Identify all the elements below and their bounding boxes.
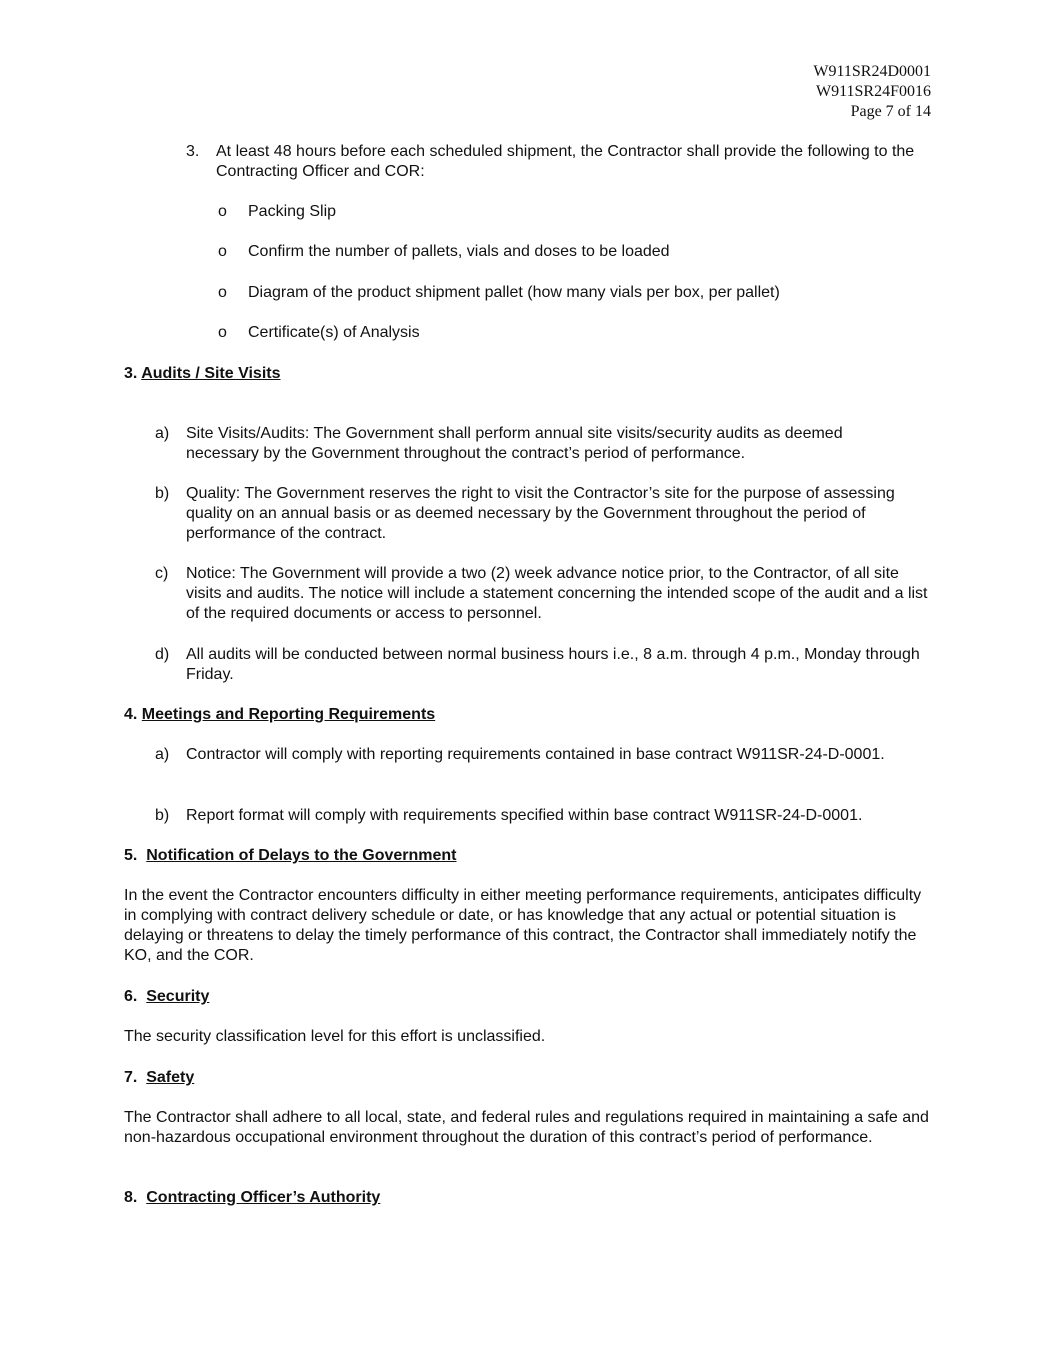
- item-text: Contractor will comply with reporting requirements contained in base contract W911SR-24-D-0001.: [186, 746, 885, 763]
- section-heading: [124, 705, 435, 725]
- bullet-item: Packing Slip: [248, 203, 337, 220]
- section-number: 3.: [124, 365, 138, 382]
- item-text: Site Visits/Audits: The Government shall perform annual site visits/security audits as deemed necessary by the Government throughout the contract’s period of performance.: [186, 425, 843, 462]
- paragraph: The security classification level for this effort is unclassified.: [124, 1028, 546, 1045]
- item-label: c): [155, 565, 169, 582]
- section-title: Safety: [146, 1069, 195, 1086]
- section-title: Meetings and Reporting Requirements: [141, 706, 436, 723]
- bullet-icon: o: [218, 284, 227, 301]
- item-label: b): [155, 807, 170, 824]
- item-text: All audits will be conducted between normal business hours i.e., 8 a.m. through 4 p.m., Monday through Friday.: [186, 646, 920, 683]
- section-heading: [124, 846, 457, 866]
- item-text: Quality: The Government reserves the right to visit the Contractor’s site for the purpose of assessing quality on an annual basis or as deemed necessary by the Government throughout the period of performance of the contract.: [186, 485, 895, 542]
- paragraph: The Contractor shall adhere to all local, state, and federal rules and regulations required in maintaining a safe and non-hazardous occupational environment throughout the duration of this contract’s period of performance.: [124, 1109, 929, 1146]
- list-number: 3.: [186, 143, 200, 160]
- section-number: 5.: [124, 847, 138, 864]
- item-label: d): [155, 646, 170, 663]
- section-title: Notification of Delays to the Government: [146, 847, 457, 864]
- section-heading: [124, 1068, 194, 1088]
- bullet-icon: o: [218, 324, 227, 341]
- section-number: 6.: [124, 988, 138, 1005]
- item-label: b): [155, 485, 170, 502]
- header: [813, 62, 931, 122]
- section-heading: [124, 987, 209, 1007]
- bullet-icon: o: [218, 243, 227, 260]
- section-number: 8.: [124, 1189, 138, 1206]
- section-number: 7.: [124, 1069, 138, 1086]
- item-label: a): [155, 746, 170, 763]
- paragraph: In the event the Contractor encounters difficulty in either meeting performance requirements, anticipates difficulty in complying with contract delivery schedule or date, or has knowledge that any actual or potential situation is delaying or threatens to delay the timely performance of this contract, the Contractor shall immediately notify the KO, and the COR.: [124, 887, 922, 964]
- section-title: Audits / Site Visits: [141, 365, 281, 382]
- item-label: a): [155, 425, 170, 442]
- section-heading: [124, 1188, 380, 1208]
- section-heading: [124, 364, 281, 384]
- item-text: Notice: The Government will provide a two (2) week advance notice prior, to the Contractor, of all site visits and audits. The notice will include a statement concerning the intended scope of the audit and a list of the required documents or access to personnel.: [186, 565, 928, 622]
- section-title: Security: [146, 988, 210, 1005]
- contract-number: W911SR24D0001: [813, 63, 931, 80]
- section-title: Contracting Officer’s Authority: [146, 1189, 381, 1206]
- order-number: W911SR24F0016: [816, 83, 931, 100]
- bullet-item: Confirm the number of pallets, vials and doses to be loaded: [248, 243, 670, 260]
- list-item-text: At least 48 hours before each scheduled shipment, the Contractor shall provide the following to the Contracting Officer and COR:: [216, 143, 915, 180]
- page-number: Page 7 of 14: [850, 103, 931, 120]
- bullet-item: Certificate(s) of Analysis: [248, 324, 420, 341]
- section-number: 4.: [124, 706, 138, 723]
- item-text: Report format will comply with requirements specified within base contract W911SR-24-D-0001.: [186, 807, 863, 824]
- bullet-icon: o: [218, 203, 227, 220]
- bullet-item: Diagram of the product shipment pallet (how many vials per box, per pallet): [248, 284, 780, 301]
